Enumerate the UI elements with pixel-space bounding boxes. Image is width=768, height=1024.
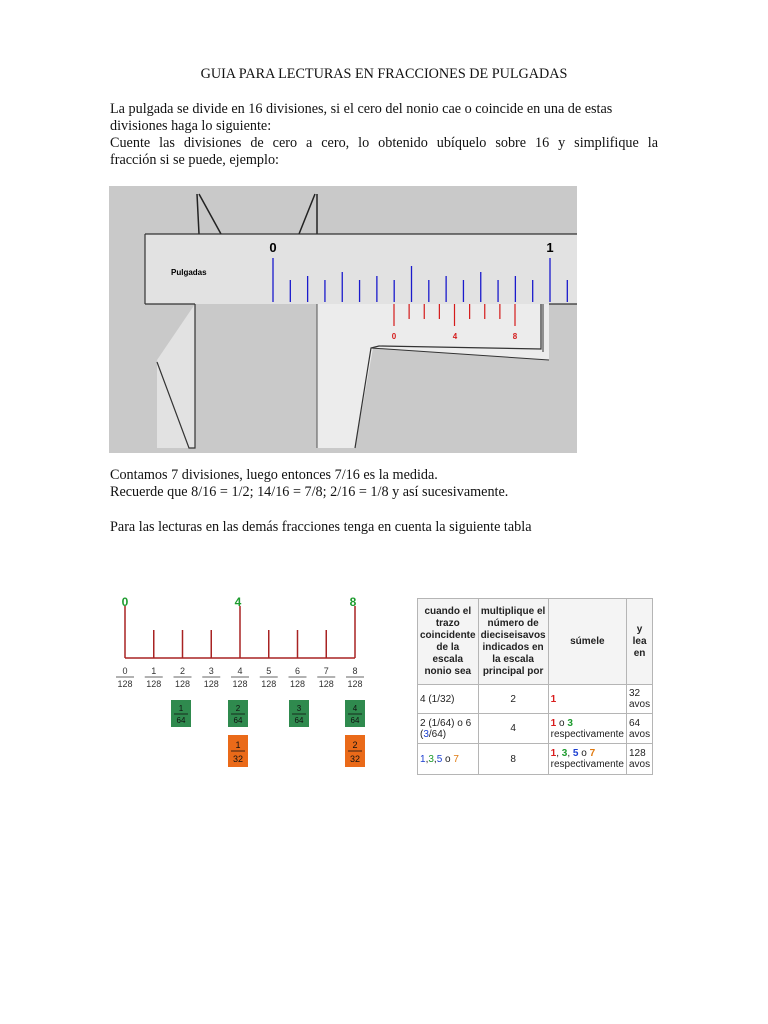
vernier-label-8: 8	[512, 332, 518, 341]
header-multiplique: multiplique el número de dieciseisavos indicados en la escala principal por	[478, 599, 548, 685]
svg-text:32: 32	[349, 754, 361, 764]
svg-text:4: 4	[352, 704, 358, 713]
fraction-numerator: 8	[352, 666, 358, 676]
fraction-scale-figure	[108, 590, 374, 772]
fraction-denominator: 128	[203, 679, 219, 689]
scale-top-label-8: 8	[349, 595, 357, 609]
box-1-64	[171, 700, 191, 727]
box-2-64	[228, 700, 248, 727]
fraction-numerator: 3	[208, 666, 214, 676]
fraction-denominator: 128	[318, 679, 334, 689]
cell-add: 1	[548, 685, 626, 714]
example-paragraph	[110, 467, 658, 501]
header-sumele: súmele	[548, 599, 626, 685]
page-title: GUIA PARA LECTURAS EN FRACCIONES DE PULGADAS	[200, 66, 568, 82]
cell-multiplier: 8	[478, 744, 548, 775]
svg-text:64: 64	[294, 716, 304, 725]
table-row	[418, 714, 653, 744]
svg-text:64: 64	[176, 716, 186, 725]
cell-trazo: 1,3,5 o 7	[418, 744, 479, 775]
example-line-2: Recuerde que 8/16 = 1/2; 14/16 = 7/8; 2/16 = 1/8 y así sucesivamente.	[110, 484, 509, 500]
cell-trazo: 4 (1/32)	[418, 685, 479, 714]
box-1-32	[228, 735, 248, 767]
box-3-64	[289, 700, 309, 727]
caliper-label: Pulgadas	[171, 268, 207, 277]
svg-text:64: 64	[350, 716, 360, 725]
fraction-denominator: 128	[289, 679, 306, 689]
fraction-denominator: 128	[174, 679, 191, 689]
svg-text:3: 3	[296, 704, 302, 713]
table-intro: Para las lecturas en las demás fracciones tenga en cuenta la siguiente tabla	[110, 519, 532, 535]
fraction-ticks	[125, 606, 355, 658]
table-row	[418, 744, 653, 775]
fraction-128-labels	[116, 666, 364, 689]
intro-line-4: fracción si se puede, ejemplo:	[110, 152, 280, 168]
fraction-reference-table	[417, 598, 651, 774]
cell-add: 1, 3, 5 o 7 respectivamente	[548, 744, 626, 775]
fraction-numerator: 0	[122, 666, 128, 676]
vernier-label-0: 0	[391, 332, 397, 341]
vernier-label-4: 4	[452, 332, 458, 341]
intro-line-3: Cuente las divisiones de cero a cero, lo obtenido ubíquelo sobre 16 y simplifique la	[110, 135, 658, 151]
fraction-numerator: 1	[151, 666, 157, 676]
example-line-1: Contamos 7 divisiones, luego entonces 7/16 es la medida.	[110, 467, 438, 483]
intro-paragraph	[110, 101, 658, 169]
scale-top-label-0: 0	[121, 595, 129, 609]
fraction-numerator: 2	[179, 666, 186, 676]
cell-multiplier: 2	[478, 685, 548, 714]
table-row	[418, 685, 653, 714]
main-scale-zero-label: 0	[269, 240, 277, 255]
fraction-numerator: 4	[237, 666, 243, 676]
fraction-denominator: 128	[232, 679, 248, 689]
svg-text:1: 1	[235, 740, 241, 750]
box-2-32	[345, 735, 365, 767]
intro-line-1: La pulgada se divide en 16 divisiones, si el cero del nonio cae o coincide en una de estas	[110, 101, 613, 117]
cell-read: 32 avos	[627, 685, 653, 714]
svg-text:2: 2	[235, 704, 241, 713]
fraction-numerator: 5	[266, 666, 272, 676]
intro-line-2: divisiones haga lo siguiente:	[110, 118, 272, 134]
fraction-denominator: 128	[261, 679, 277, 689]
table-header-row	[418, 599, 653, 685]
main-scale-one-label: 1	[546, 240, 554, 255]
caliper-illustration	[109, 186, 577, 453]
box-4-64	[345, 700, 365, 727]
cell-add: 1 o 3 respectivamente	[548, 714, 626, 744]
cell-read: 64 avos	[627, 714, 653, 744]
fraction-numerator: 6	[294, 666, 301, 676]
header-lea: y lea en	[627, 599, 653, 685]
svg-text:64: 64	[233, 716, 243, 725]
scale-top-label-4: 4	[234, 595, 242, 609]
header-trazo: cuando el trazo coincidente de la escala nonio sea	[418, 599, 479, 685]
fraction-denominator: 128	[146, 679, 162, 689]
svg-text:2: 2	[352, 740, 358, 750]
fraction-denominator: 128	[347, 679, 363, 689]
fraction-numerator: 7	[323, 666, 329, 676]
main-beam	[145, 234, 577, 304]
svg-text:1: 1	[178, 704, 184, 713]
cell-read: 128 avos	[627, 744, 653, 775]
svg-text:32: 32	[232, 754, 244, 764]
cell-multiplier: 4	[478, 714, 548, 744]
fraction-denominator: 128	[117, 679, 133, 689]
cell-trazo: 2 (1/64) o 6 (3/64)	[418, 714, 479, 744]
